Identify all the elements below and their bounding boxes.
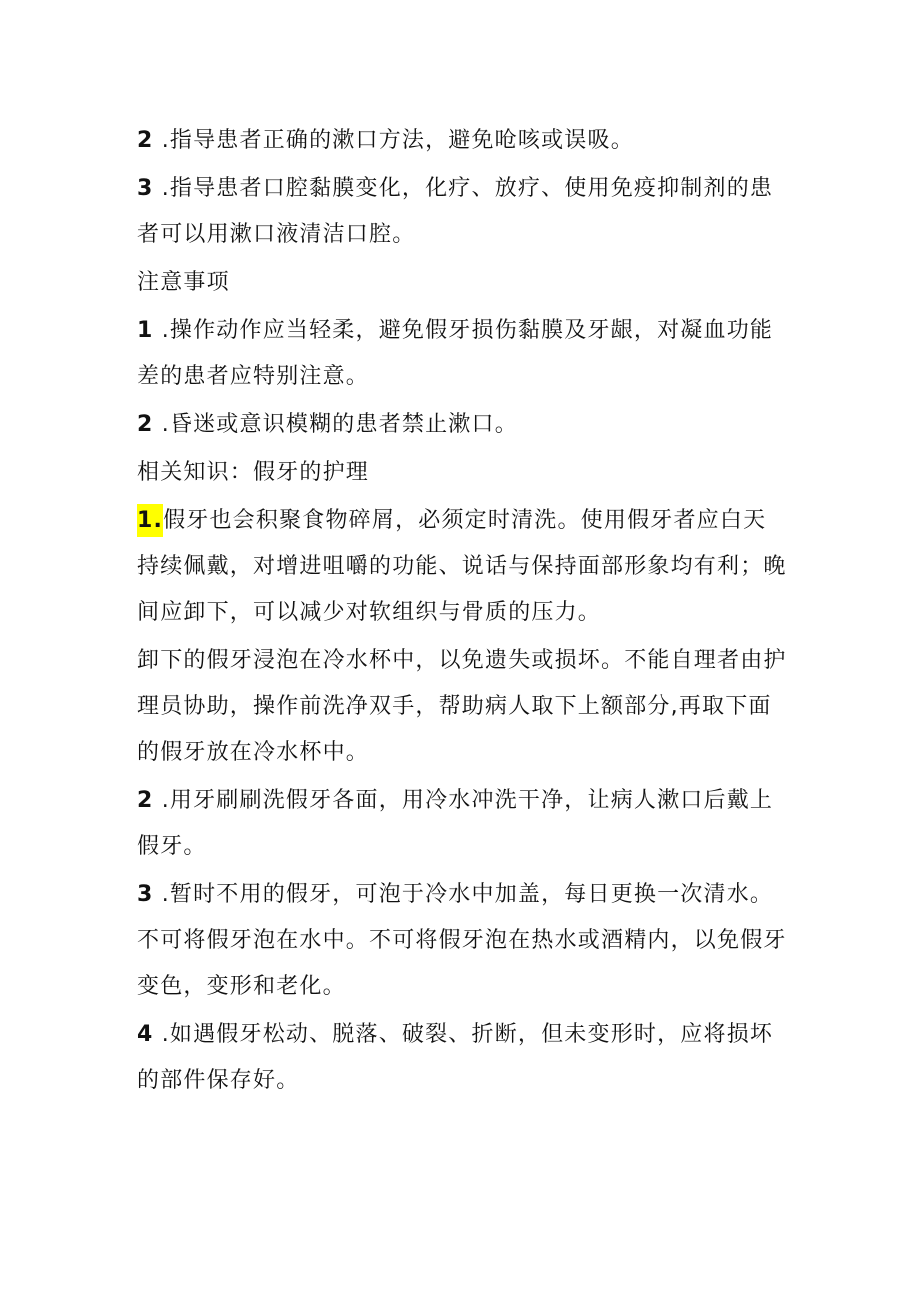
paragraph-denture-cleaning xyxy=(137,498,787,636)
paragraph-brush-denture xyxy=(137,778,787,870)
paragraph-text: .如遇假牙松动、脱落、破裂、折断，但未变形时，应将损坏的部件保存好。 xyxy=(137,1022,774,1093)
paragraph-gentle-operation xyxy=(137,308,787,400)
item-number: 4 xyxy=(137,1022,154,1047)
highlighted-item-number: 1. xyxy=(137,504,163,537)
item-number: 2 xyxy=(137,412,154,437)
item-number: 2 xyxy=(137,128,154,153)
paragraph-text: .昏迷或意识模糊的患者禁止漱口。 xyxy=(153,412,518,437)
paragraph-text: .操作动作应当轻柔，避免假牙损伤黏膜及牙龈，对凝血功能差的患者应特别注意。 xyxy=(137,318,774,389)
paragraph-denture-soaking: 卸下的假牙浸泡在冷水杯中，以免遗失或损坏。不能自理者由护理员协助，操作前洗净双手，帮助病人取下上额部分,再取下面的假牙放在冷水杯中。 xyxy=(137,648,787,765)
paragraph-text: .指导患者正确的漱口方法，避免呛咳或误吸。 xyxy=(153,128,634,153)
paragraph-text: 假牙也会积聚食物碎屑，必须定时清洗。使用假牙者应白天持续佩戴，对增进咀嚼的功能、说话与保持面部形象均有利；晚间应卸下，可以减少对软组织与骨质的压力。 xyxy=(137,508,787,625)
paragraph-coma-no-rinse xyxy=(137,402,787,448)
section-heading-precautions: 注意事项 xyxy=(137,270,230,295)
item-number: 3 xyxy=(137,882,154,907)
section-heading-denture-care: 相关知识：假牙的护理 xyxy=(137,460,370,485)
paragraph-text: .指导患者口腔黏膜变化，化疗、放疗、使用免疫抑制剂的患者可以用漱口液清洁口腔。 xyxy=(137,176,774,247)
item-number: 1 xyxy=(137,318,154,343)
document-page xyxy=(137,118,787,1104)
paragraph-unused-denture xyxy=(137,872,787,1010)
item-number: 2 xyxy=(137,788,154,813)
paragraph-mucosa-change xyxy=(137,166,787,258)
item-number: 3 xyxy=(137,176,154,201)
paragraph-text: .暂时不用的假牙，可泡于冷水中加盖，每日更换一次清水。不可将假牙泡在水中。不可将假牙泡在热水或酒精内，以免假牙变色，变形和老化。 xyxy=(137,882,787,999)
paragraph-text: .用牙刷刷洗假牙各面，用冷水冲洗干净，让病人漱口后戴上假牙。 xyxy=(137,788,774,859)
paragraph-broken-denture xyxy=(137,1012,787,1104)
paragraph-rinse-method xyxy=(137,118,787,164)
